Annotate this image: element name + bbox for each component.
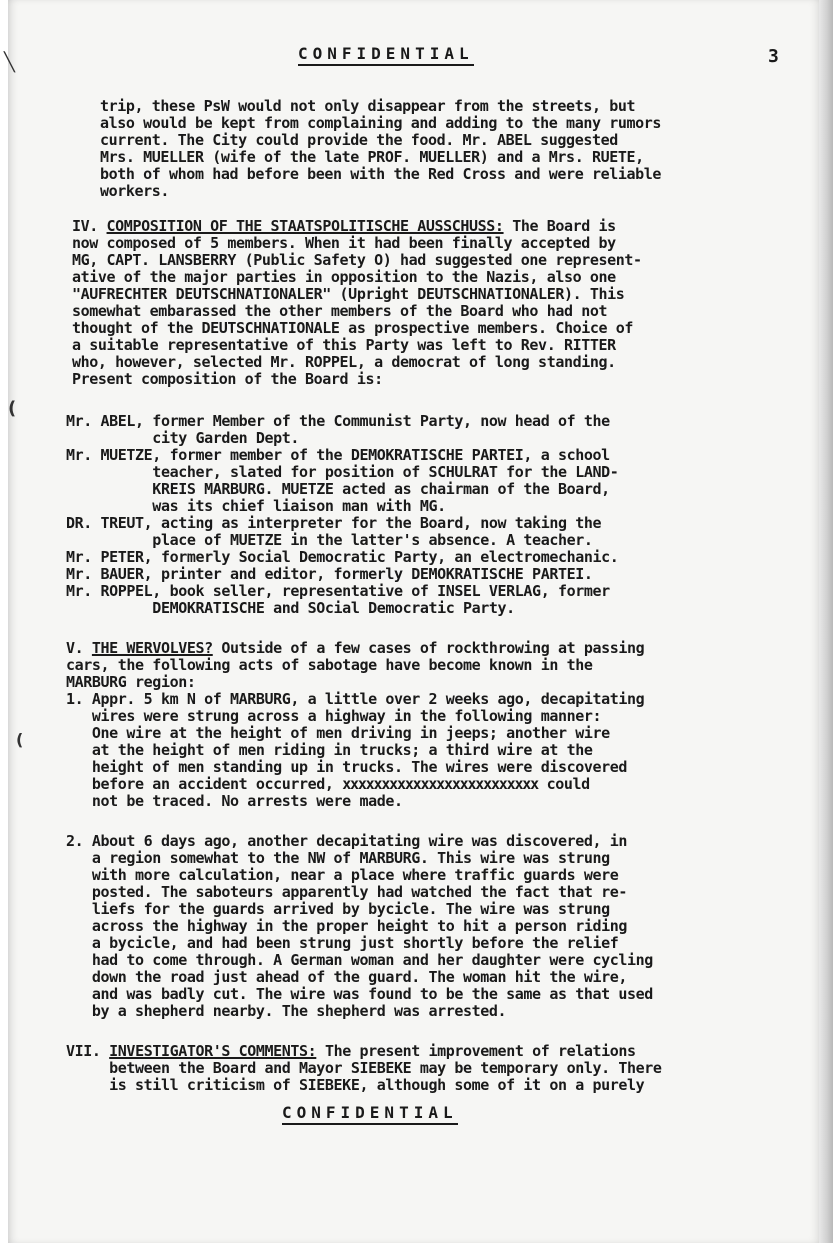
member-line: place of MUETZE in the latter's absence. A teacher. <box>66 531 593 549</box>
struck-line <box>66 776 590 793</box>
text-line: both of whom had before been with the Red Cross and were reliable <box>100 165 661 183</box>
text-line: posted. The saboteurs apparently had watched the fact that re- <box>66 883 627 901</box>
member-line: DEMOKRATISCHE and SOcial Democratic Party. <box>66 599 515 617</box>
text-line: a suitable representative of this Party was left to Rev. RITTER <box>72 336 616 354</box>
text-line: Present composition of the Board is: <box>72 370 383 388</box>
text-fragment: The Board is <box>503 217 616 235</box>
member-line: Mr. BAUER, printer and editor, formerly DEMOKRATISCHE PARTEI. <box>66 565 593 583</box>
text-line: cars, the following acts of sabotage have become known in the <box>66 656 593 674</box>
text-line: trip, these PsW would not only disappear from the streets, but <box>100 97 636 115</box>
text-line: also would be kept from complaining and adding to the many rumors <box>100 114 661 132</box>
text-line: at the height of men riding in trucks; a third wire at the <box>66 741 593 759</box>
confidential-header: CONFIDENTIAL <box>298 44 474 66</box>
member-line: was its chief liaison man with MG. <box>66 497 446 515</box>
list-item-1: 1. Appr. 5 km N of MARBURG, a little over 2 weeks ago, decapitating <box>66 690 645 708</box>
text-line: with more calculation, near a place where traffic guards were <box>66 866 619 884</box>
text-line: down the road just ahead of the guard. The woman hit the wire, <box>66 968 627 986</box>
text-fragment: could <box>537 775 590 793</box>
text-line: a bycicle, and had been strung just shortly before the relief <box>66 934 619 952</box>
member-line: KREIS MARBURG. MUETZE acted as chairman of the Board, <box>66 480 610 498</box>
section-number: IV. <box>72 217 98 235</box>
text-line: by a shepherd nearby. The shepherd was arrested. <box>66 1002 507 1020</box>
text-line: a region somewhat to the NW of MARBURG. This wire was strung <box>66 849 610 867</box>
confidential-footer: CONFIDENTIAL <box>282 1103 458 1125</box>
text-line: current. The City could provide the food. Mr. ABEL suggested <box>100 131 618 149</box>
member-line: Mr. PETER, formerly Social Democratic Party, an electromechanic. <box>66 548 619 566</box>
text-line: and was badly cut. The wire was found to be the same as that used <box>66 985 653 1003</box>
member-line: Mr. MUETZE, former member of the DEMOKRATISCHE PARTEI, a school <box>66 446 610 464</box>
text-line: Mrs. MUELLER (wife of the late PROF. MUELLER) and a Mrs. RUETE, <box>100 148 644 166</box>
section-heading: THE WERVOLVES? <box>91 639 213 657</box>
text-line: workers. <box>100 182 170 200</box>
section-heading: INVESTIGATOR'S COMMENTS: <box>109 1042 317 1060</box>
section-number: VII. <box>66 1042 101 1060</box>
text-line: between the Board and Mayor SIEBEKE may be temporary only. There <box>66 1059 662 1077</box>
member-line: DR. TREUT, acting as interpreter for the Board, now taking the <box>66 514 602 532</box>
text-line: not be traced. No arrests were made. <box>66 792 403 810</box>
text-line: wires were strung across a highway in the following manner: <box>66 707 602 725</box>
page-number: 3 <box>768 46 779 67</box>
text-line: liefs for the guards arrived by bycicle. The wire was strung <box>66 900 610 918</box>
text-line: across the highway in the proper height to hit a person riding <box>66 917 627 935</box>
section-vii-heading-line <box>66 1043 636 1060</box>
text-line: had to come through. A German woman and her daughter were cycling <box>66 951 653 969</box>
text-line: who, however, selected Mr. ROPPEL, a democrat of long standing. <box>72 353 616 371</box>
text-line: is still criticism of SIEBEKE, although some of it on a purely <box>66 1076 645 1094</box>
text-line: MG, CAPT. LANSBERRY (Public Safety O) had suggested one represent- <box>72 251 642 269</box>
text-line: now composed of 5 members. When it had been finally accepted by <box>72 234 616 252</box>
text-line: thought of the DEUTSCHNATIONALE as prospective members. Choice of <box>72 319 633 337</box>
struck-out-text: xxxxxxxxxxxxxxxxxxxxxxxxx <box>342 775 538 793</box>
text-line: ative of the major parties in opposition to the Nazis, also one <box>72 268 616 286</box>
text-line: MARBURG region: <box>66 673 196 691</box>
text-line: "AUFRECHTER DEUTSCHNATIONALER" (Upright DEUTSCHNATIONALER). This <box>72 285 625 303</box>
section-heading: COMPOSITION OF THE STAATSPOLITISCHE AUSSCHUSS: <box>106 217 504 235</box>
text-fragment: Outside of a few cases of rockthrowing at passing <box>212 639 645 657</box>
section-v-heading-line <box>66 640 644 657</box>
text-fragment: before an accident occurred, <box>66 775 343 793</box>
margin-mark: ( <box>16 730 23 749</box>
text-line: somewhat embarassed the other members of the Board who had not <box>72 302 608 320</box>
member-line: teacher, slated for position of SCHULRAT for the LAND- <box>66 463 619 481</box>
text-fragment: The present improvement of relations <box>316 1042 636 1060</box>
margin-mark: ( <box>8 398 16 419</box>
list-item-2: 2. About 6 days ago, another decapitating wire was discovered, in <box>66 832 627 850</box>
member-line: city Garden Dept. <box>66 429 300 447</box>
page-edge <box>819 0 833 1243</box>
margin-mark: ╲ <box>4 52 15 73</box>
text-line: One wire at the height of men driving in jeeps; another wire <box>66 724 610 742</box>
member-line: Mr. ABEL, former Member of the Communist Party, now head of the <box>66 412 610 430</box>
text-line: height of men standing up in trucks. The wires were discovered <box>66 758 627 776</box>
section-number: V. <box>66 639 84 657</box>
member-line: Mr. ROPPEL, book seller, representative of INSEL VERLAG, former <box>66 582 610 600</box>
section-iv-heading-line <box>72 218 616 235</box>
